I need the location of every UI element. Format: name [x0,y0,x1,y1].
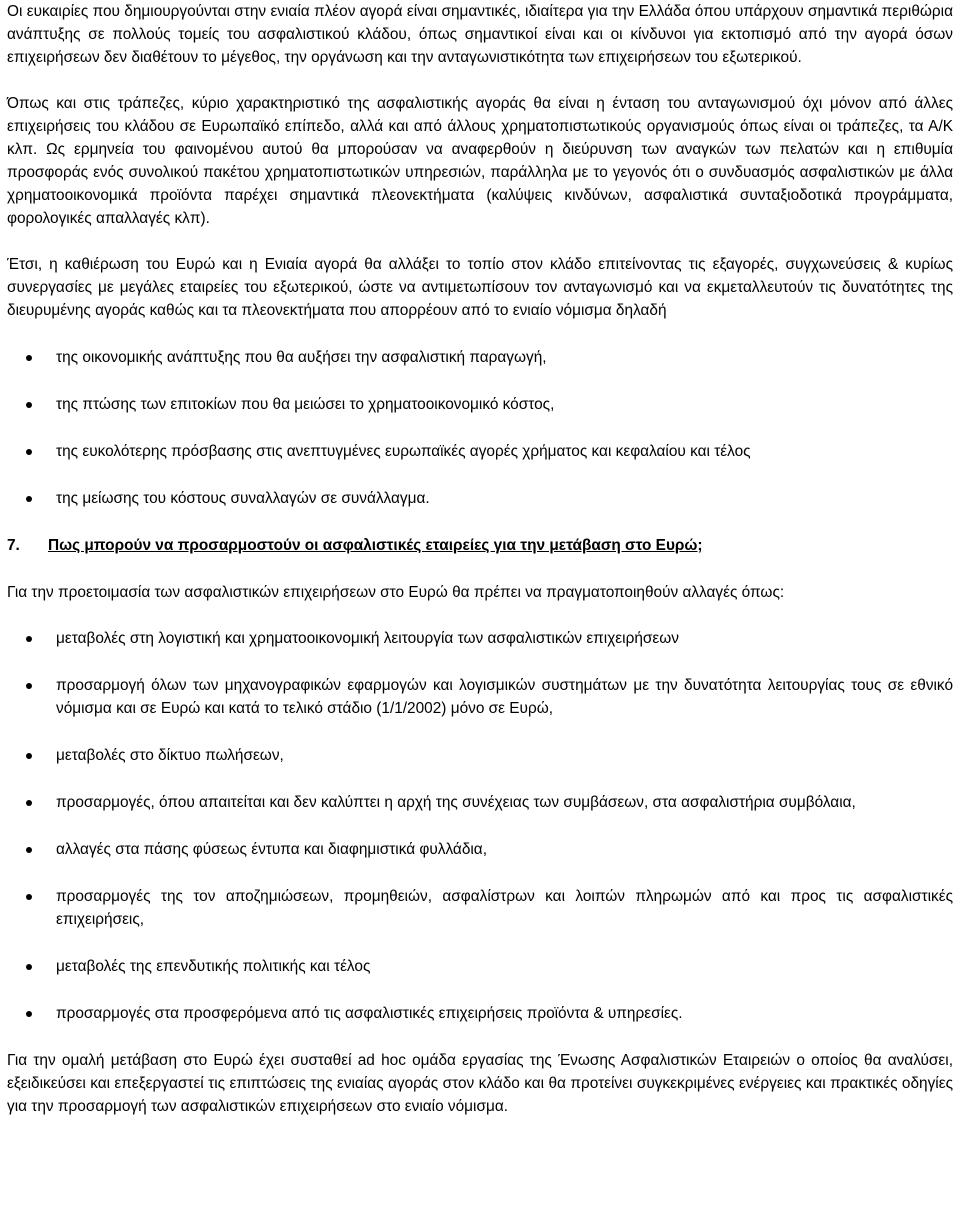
section-title: Πως μπορούν να προσαρμοστούν οι ασφαλιστικές εταιρείες για την μετάβαση στο Ευρώ; [48,537,703,554]
document-page [7,0,953,1118]
bullet-icon [26,800,32,806]
section-number: 7. [7,537,20,554]
list-item: μεταβολές της επενδυτικής πολιτικής και τέλος [7,955,953,978]
list-item: της μείωσης του κόστους συναλλαγών σε συνάλλαγμα. [7,487,953,510]
paragraph-working-group: Για την ομαλή μετάβαση στο Ευρώ έχει συσταθεί ad hoc ομάδα εργασίας της Ένωσης Ασφαλιστικών Εταιρειών ο οποίος θα αναλύσει, εξειδικεύσει και επεξεργαστεί τις επιπτώσεις της ενιαίας αγοράς στον κλάδο και θα προτείνει συγκεκριμένες ενέργειες και πρακτικές οδηγίες για την προσαρμογή των ασφαλιστικών επιχειρήσεων στο ενιαίο νόμισμα. [7,1052,953,1115]
bullet-icon [26,496,32,502]
bullet-icon [26,847,32,853]
bullet-icon [26,355,32,361]
paragraph-opportunities: Οι ευκαιρίες που δημιουργούνται στην ενιαία πλέον αγορά είναι σημαντικές, ιδιαίτερα για την Ελλάδα όπου υπάρχουν σημαντικά περιθώρια ανάπτυξης σε πολλούς τομείς του ασφαλιστικού κλάδου, όπως σημαντικοί είναι και οι κίνδυνοι για εκτοπισμό από την αγορά όσων επιχειρήσεων δεν διαθέτουν το μέγεθος, την οργάνωση και την ανταγωνιστικότητα των επιχειρήσεων του εξωτερικού. [7,3,953,66]
benefits-list [7,346,953,510]
bullet-icon [26,964,32,970]
bullet-icon [26,449,32,455]
changes-list [7,627,953,1025]
list-item: της οικονομικής ανάπτυξης που θα αυξήσει την ασφαλιστική παραγωγή, [7,346,953,369]
list-item: μεταβολές στο δίκτυο πωλήσεων, [7,744,953,767]
bullet-icon [26,753,32,759]
bullet-icon [26,1011,32,1017]
list-item: μεταβολές στη λογιστική και χρηματοοικονομική λειτουργία των ασφαλιστικών επιχειρήσεων [7,627,953,650]
bullet-icon [26,636,32,642]
paragraph-euro-establishment: Έτσι, η καθιέρωση του Ευρώ και η Ενιαία αγορά θα αλλάξει το τοπίο στον κλάδο επιτείνοντας τις εξαγορές, συγχωνεύσεις & κυρίως συνεργασίες με μεγάλες εταιρείες του εξωτερικού, ώστε να αντιμετωπίσουν τον ανταγωνισμό και να εκμεταλλευτούν τις δυνατότητες της διευρυμένης αγοράς καθώς και τα πλεονεκτήματα που απορρέουν από το ενιαίο νόμισμα δηλαδή [7,256,953,319]
bullet-icon [26,894,32,900]
list-item: προσαρμογές της τον αποζημιώσεων, προμηθειών, ασφαλίστρων και λοιπών πληρωμών από και προς τις ασφαλιστικές επιχειρήσεις, [7,885,953,931]
section-heading [7,534,953,557]
paragraph-competition: Όπως και στις τράπεζες, κύριο χαρακτηριστικό της ασφαλιστικής αγοράς θα είναι η ένταση του ανταγωνισμού όχι μόνον από άλλες επιχειρήσεις του κλάδου σε Ευρωπαϊκό επίπεδο, αλλά και από άλλους χρηματοπιστωτικούς οργανισμούς όπως είναι οι τράπεζες, τα Α/Κ κλπ. Ως ερμηνεία του φαινομένου αυτού θα μπορούσαν να αναφερθούν η διεύρυνση των αναγκών των πελατών και η επιθυμία προσφοράς ενός συνολικού πακέτου χρηματοπιστωτικών υπηρεσιών, παράλληλα με το γεγονός ότι ο συνδυασμός ασφαλιστικών με άλλα χρηματοοικονομικά προϊόντα παρέχει σημαντικά πλεονεκτήματα (καλύψεις κινδύνων, ασφαλιστικά συνταξιοδοτικά προγράμματα, φορολογικές απαλλαγές κλπ). [7,95,953,227]
paragraph-preparation: Για την προετοιμασία των ασφαλιστικών επιχειρήσεων στο Ευρώ θα πρέπει να πραγματοποιηθούν αλλαγές όπως: [7,584,785,601]
list-item: της ευκολότερης πρόσβασης στις ανεπτυγμένες ευρωπαϊκές αγορές χρήματος και κεφαλαίου και τέλος [7,440,953,463]
list-item: προσαρμογές, όπου απαιτείται και δεν καλύπτει η αρχή της συνέχειας των συμβάσεων, στα ασφαλιστήρια συμβόλαια, [7,791,953,814]
list-item: αλλαγές στα πάσης φύσεως έντυπα και διαφημιστικά φυλλάδια, [7,838,953,861]
list-item: προσαρμογές στα προσφερόμενα από τις ασφαλιστικές επιχειρήσεις προϊόντα & υπηρεσίες. [7,1002,953,1025]
list-item: προσαρμογή όλων των μηχανογραφικών εφαρμογών και λογισμικών συστημάτων με την δυνατότητα λειτουργίας τους σε εθνικό νόμισμα και σε Ευρώ και κατά το τελικό στάδιο (1/1/2002) μόνο σε Ευρώ, [7,674,953,720]
bullet-icon [26,402,32,408]
bullet-icon [26,683,32,689]
list-item: της πτώσης των επιτοκίων που θα μειώσει το χρηματοοικονομικό κόστος, [7,393,953,416]
